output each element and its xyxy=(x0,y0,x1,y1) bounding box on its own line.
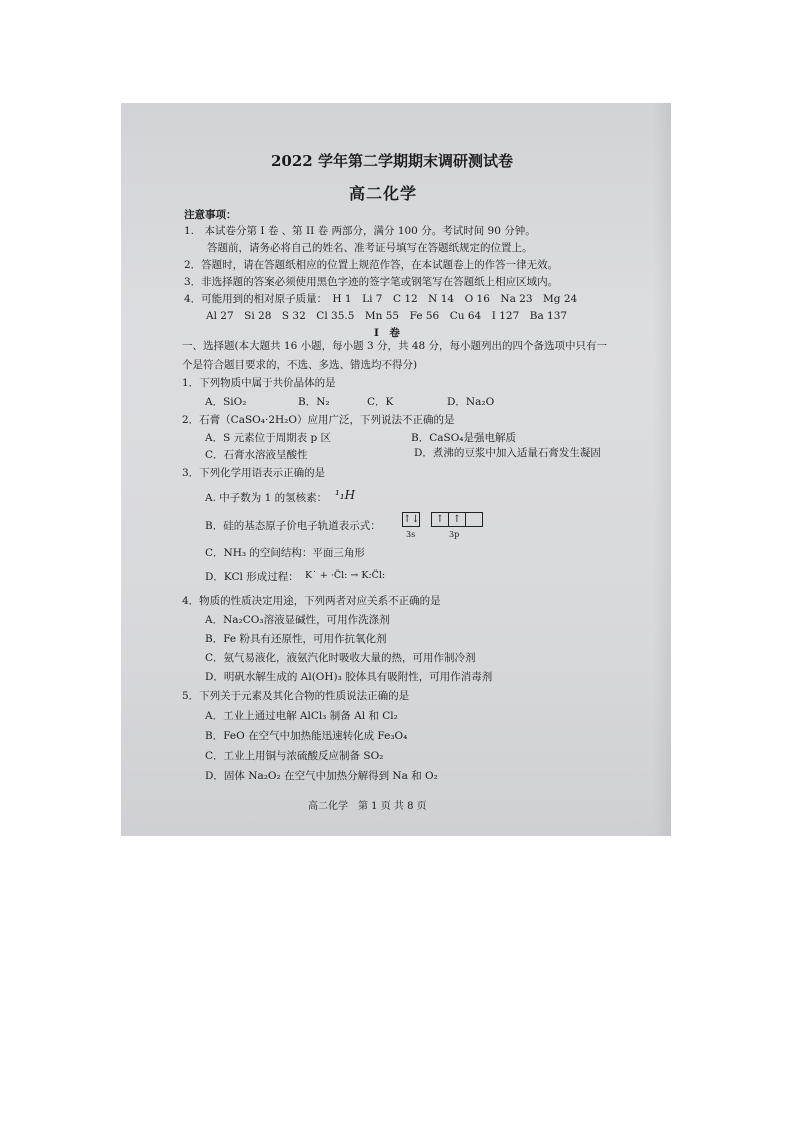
question-4-option-a: A．Na₂CO₃溶液显碱性，可用作洗涤剂 xyxy=(205,614,390,626)
question-5-option-b: B．FeO 在空气中加热能迅速转化成 Fe₃O₄ xyxy=(205,730,408,742)
question-2-option-a: A．S 元素位于周期表 p 区 xyxy=(205,432,332,444)
question-4-option-b: B．Fe 粉具有还原性，可用作抗氧化剂 xyxy=(205,633,387,645)
exam-title: 2022 学年第二学期期末调研测试卷 xyxy=(271,152,513,170)
question-5-stem: 5．下列关于元素及其化合物的性质说法正确的是 xyxy=(182,690,410,702)
kcl-formation-equation: K˙ + ·C̈l: → K:C̈l: xyxy=(305,570,386,581)
notice-item: 4．可能用到的相对原子质量： H 1 Li 7 C 12 N 14 O 16 Na 23 Mg 24 xyxy=(184,293,578,305)
notice-item: 3．非选择题的答案必须使用黑色字迹的签字笔或钢笔写在答题纸上相应区域内。 xyxy=(184,276,559,288)
question-3-option-d: D．KCl 形成过程： xyxy=(205,571,299,583)
section-intro: 个是符合题目要求的，不选、多选、错选均不得分) xyxy=(182,359,418,371)
question-1-option-a: A．SiO₂ xyxy=(205,396,247,408)
question-1-option-d: D．Na₂O xyxy=(447,396,495,408)
question-2-option-d: D．煮沸的豆浆中加入适量石膏发生凝固 xyxy=(414,447,601,459)
question-2-option-c: C．石膏水溶液呈酸性 xyxy=(205,449,308,461)
page-footer: 高二化学 第 1 页 共 8 页 xyxy=(308,801,427,812)
question-5-option-c: C．工业上用铜与浓硫酸反应制备 SO₂ xyxy=(205,750,384,762)
orbital-box: ↑ xyxy=(431,512,449,527)
orbital-box: ↑ xyxy=(448,512,466,527)
notice-item: 2．答题时，请在答题纸相应的位置上规范作答，在本试题卷上的作答一律无效。 xyxy=(184,259,559,271)
notice-item: 答题前，请务必将自己的姓名、准考证号填写在答题纸规定的位置上。 xyxy=(207,242,533,254)
question-2-stem: 2．石膏（CaSO₄·2H₂O）应用广泛，下列说法不正确的是 xyxy=(182,414,455,426)
orbital-box: ↑↓ xyxy=(403,514,420,525)
notice-heading: 注意事项： xyxy=(184,209,237,221)
exam-subject: 高二化学 xyxy=(349,184,418,203)
question-5-option-d: D．固体 Na₂O₂ 在空气中加热分解得到 Na 和 O₂ xyxy=(205,770,438,782)
question-1-stem: 1．下列物质中属于共价晶体的是 xyxy=(182,377,336,389)
question-3-option-c: C．NH₃ 的空间结构：平面三角形 xyxy=(205,547,365,559)
exam-paper-photo xyxy=(121,103,671,836)
notice-item: 1. 本试卷分第 I 卷 、第 II 卷 两部分，满分 100 分。考试时间 90 分钟。 xyxy=(184,225,536,237)
question-3-stem: 3．下列化学用语表示正确的是 xyxy=(182,467,326,479)
orbital-box xyxy=(465,512,483,527)
question-1-option-b: B．N₂ xyxy=(298,396,330,408)
section-title: I 卷 xyxy=(374,327,400,339)
question-2-option-b: B．CaSO₄是强电解质 xyxy=(411,432,517,444)
question-4-option-c: C．氨气易液化，液氨汽化时吸收大量的热，可用作制冷剂 xyxy=(205,652,476,664)
question-4-stem: 4．物质的性质决定用途，下列两者对应关系不正确的是 xyxy=(182,595,441,607)
question-3-option-b: B．硅的基态原子价电子轨道表示式： xyxy=(205,520,381,532)
question-3-option-a: A. 中子数为 1 的氢核素： xyxy=(205,492,328,504)
orbital-label-3s: 3s xyxy=(406,530,416,539)
orbital-label-3p: 3p xyxy=(449,530,460,539)
hydrogen-nuclide-formula: ¹₁H xyxy=(335,488,356,502)
question-4-option-d: D．明矾水解生成的 Al(OH)₃ 胶体具有吸附性，可用作消毒剂 xyxy=(205,671,493,683)
orbital-diagram-3s xyxy=(402,512,419,527)
question-1-option-c: C．K xyxy=(367,396,394,408)
question-5-option-a: A．工业上通过电解 AlCl₃ 制备 Al 和 Cl₂ xyxy=(205,710,398,722)
paper-edge-shadow xyxy=(653,103,671,836)
section-intro: 一、选择题(本大题共 16 小题，每小题 3 分，共 48 分，每小题列出的四个备选项中只有一 xyxy=(182,340,608,352)
orbital-diagram-3p xyxy=(431,512,482,527)
exam-sheet xyxy=(121,103,671,836)
notice-item: Al 27 Si 28 S 32 Cl 35.5 Mn 55 Fe 56 Cu 64 I 127 Ba 137 xyxy=(206,310,568,322)
